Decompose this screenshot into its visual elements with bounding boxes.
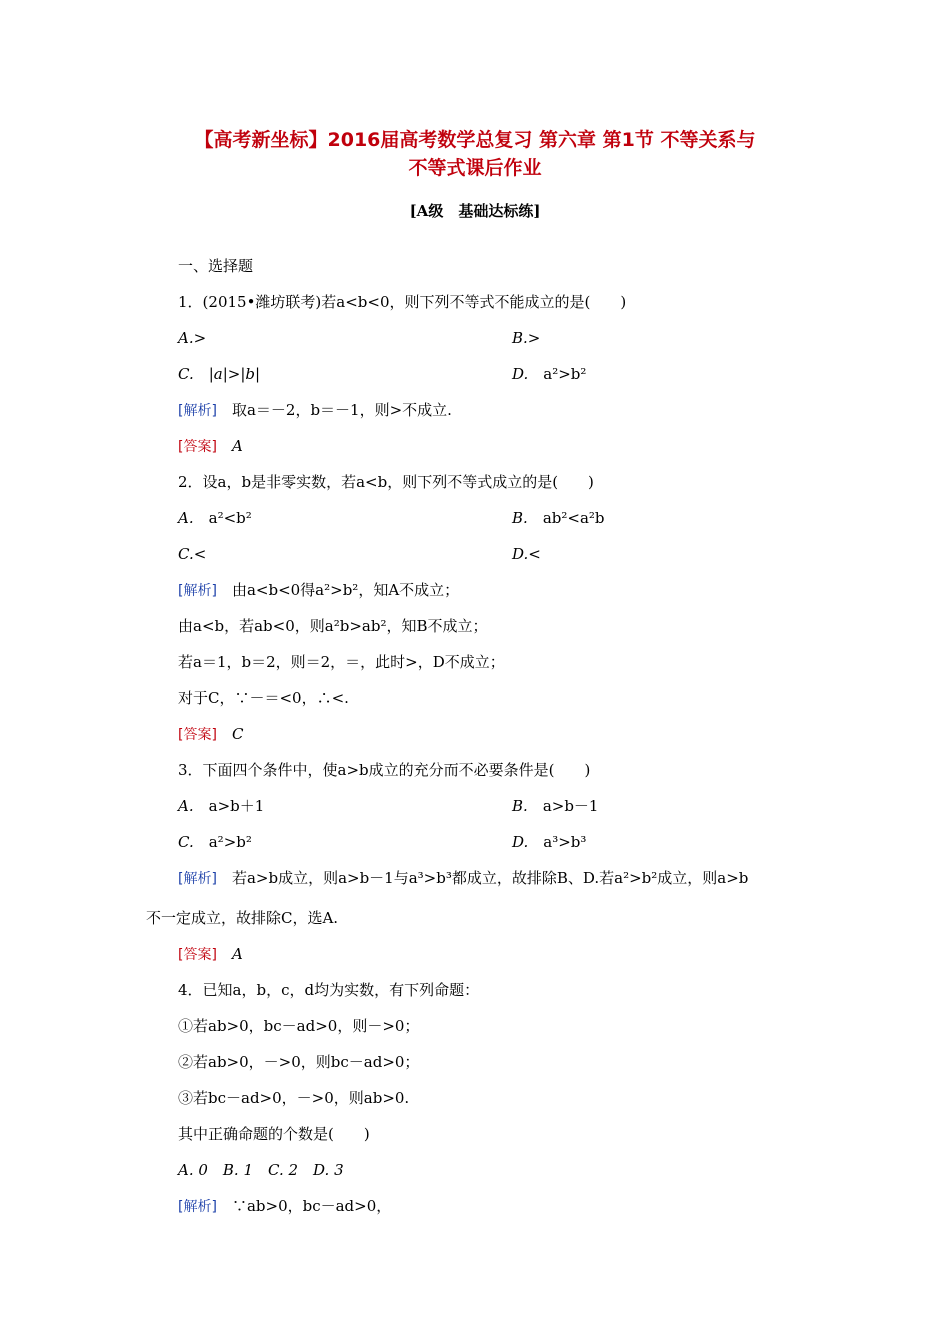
- q2-analysis-text: 由a<b<0得a²>b²，知A不成立；: [231, 581, 460, 599]
- answer-tag: [答案]: [178, 947, 217, 963]
- q3-option-a-label: A.: [178, 797, 194, 815]
- q4-proposition-2: ②若ab>0，－>0，则bc－ad>0；: [178, 1053, 420, 1071]
- q1-option-a: A.>: [178, 329, 207, 347]
- q3-option-b: [512, 796, 598, 816]
- doc-title-line1: 【高考新坐标】2016届高考数学总复习 第六章 第1节 不等关系与: [194, 129, 756, 151]
- q3-option-d-label: D.: [512, 833, 529, 851]
- q2-answer-text: C: [231, 725, 244, 743]
- q3-option-c-label: C.: [178, 833, 194, 851]
- q1-analysis-text: 取a＝－2，b＝－1，则>不成立.: [231, 401, 452, 419]
- analysis-tag: [解析]: [178, 583, 217, 599]
- q3-stem: 3．下面四个条件中，使a>b成立的充分而不必要条件是( ): [178, 761, 591, 779]
- q3-option-b-label: B.: [512, 797, 528, 815]
- analysis-tag: [解析]: [178, 871, 217, 887]
- doc-title-line2: 不等式课后作业: [408, 157, 542, 179]
- q2-option-a: [178, 508, 252, 528]
- q2-analysis-line4: 对于C，∵－＝<0，∴<.: [178, 689, 349, 707]
- q3-answer-text: A: [231, 945, 243, 963]
- q1-analysis: [178, 400, 452, 421]
- q2-option-b-text: ab²<a²b: [542, 509, 605, 527]
- q3-option-b-text: a>b－1: [542, 797, 599, 815]
- q1-option-d-label: D.: [512, 365, 529, 383]
- q2-option-a-label: A.: [178, 509, 194, 527]
- q2-option-b: [512, 508, 605, 528]
- q1-option-d-text: a²>b²: [543, 365, 587, 383]
- analysis-tag: [解析]: [178, 1199, 217, 1215]
- q1-answer-text: A: [231, 437, 243, 455]
- q2-option-b-label: B.: [512, 509, 528, 527]
- q2-option-a-text: a²<b²: [208, 509, 252, 527]
- q3-option-a-text: a>b＋1: [208, 797, 265, 815]
- q3-option-c: [178, 832, 252, 852]
- q1-option-d: [512, 364, 586, 384]
- q1-option-c: C. |a|>|b|: [178, 365, 261, 383]
- q3-analysis-line2: 不一定成立，故排除C，选A.: [146, 909, 339, 927]
- q2-option-c: C.<: [178, 545, 207, 563]
- q2-option-d: D.<: [512, 545, 541, 563]
- q3-option-d-text: a³>b³: [543, 833, 587, 851]
- q3-answer: [178, 944, 243, 965]
- q4-analysis-text: ∵ab>0，bc－ad>0，: [231, 1197, 392, 1215]
- q1-stem: 1．(2015•潍坊联考)若a<b<0，则下列不等式不能成立的是( ): [178, 293, 627, 311]
- q1-answer: [178, 436, 243, 457]
- q4-proposition-1: ①若ab>0，bc－ad>0，则－>0；: [178, 1017, 420, 1035]
- q2-answer: [178, 724, 243, 745]
- q4-question: 其中正确命题的个数是( ): [178, 1125, 370, 1143]
- q4-proposition-3: ③若bc－ad>0，－>0，则ab>0.: [178, 1089, 410, 1107]
- q4-analysis: [178, 1196, 391, 1217]
- level-heading: [A级 基础达标练]: [409, 202, 541, 220]
- q2-analysis-line2: 由a<b，若ab<0，则a²b>ab²，知B不成立；: [178, 617, 488, 635]
- q1-option-b: B.>: [512, 329, 541, 347]
- answer-tag: [答案]: [178, 727, 217, 743]
- q3-option-c-text: a²>b²: [208, 833, 252, 851]
- q2-analysis-line3: 若a＝1，b＝2，则＝2，＝，此时>，D不成立；: [178, 653, 505, 671]
- answer-tag: [答案]: [178, 439, 217, 455]
- q4-options: A. 0 B. 1 C. 2 D. 3: [178, 1161, 344, 1179]
- q3-option-a: [178, 796, 264, 816]
- q2-stem: 2．设a，b是非零实数，若a<b，则下列不等式成立的是( ): [178, 473, 594, 491]
- q4-stem: 4．已知a，b，c，d均为实数，有下列命题：: [178, 981, 480, 999]
- analysis-tag: [解析]: [178, 403, 217, 419]
- q2-analysis: [178, 580, 459, 601]
- section-heading: 一、选择题: [178, 257, 254, 275]
- q3-option-d: [512, 832, 586, 852]
- q3-analysis-text: 若a>b成立，则a>b－1与a³>b³都成立，故排除B、D.若a²>b²成立，则a>b: [231, 869, 749, 887]
- q3-analysis: [178, 868, 748, 889]
